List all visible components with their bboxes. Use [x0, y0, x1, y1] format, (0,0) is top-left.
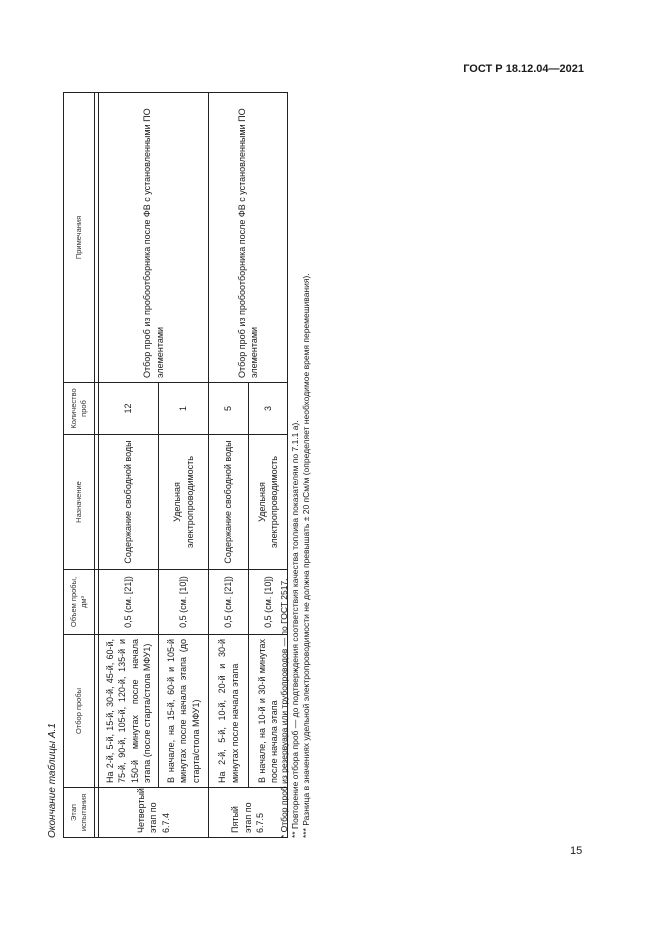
note-cell: Отбор проб из пробоотборника после ФВ с установленными ПО элементами [209, 93, 288, 383]
footnote: *** Разница в значениях удельной электропроводимости не должна превышать ± 20 пСм/м (определяет необходимое время перемешивания). [301, 273, 311, 838]
count-cell: 1 [159, 383, 209, 435]
note-cell: Отбор проб из пробоотборника после ФВ с установленными ПО элементами [99, 93, 209, 383]
table-row [209, 93, 249, 838]
col-header-purpose: Назначение [64, 435, 95, 570]
count-cell: 5 [209, 383, 249, 435]
col-header-sampling: Отбор пробы [64, 635, 95, 788]
volume-cell: 0,5 (см. [10]) [249, 570, 288, 635]
sampling-cell: На 2-й, 5-й, 15-й, 30-й, 45-й, 60-й, 75-й, 90-й, 105-й, 120-й, 135-й и 150-й минутах после начала этапа (после старта/стола МФУ1) [99, 635, 159, 788]
col-header-stage: Этап испытания [64, 788, 95, 838]
purpose-cell: Содержание свободной воды [99, 435, 159, 570]
purpose-cell: Удельная электропроводимость [159, 435, 209, 570]
page-number: 15 [570, 845, 583, 857]
footnote: * Отбор проб из резервуара или трубопроводов — по ГОСТ 2517. [279, 578, 289, 838]
sampling-cell: На 2-й, 5-й, 10-й, 20-й и 30-й минутах после начала этапа [209, 635, 249, 788]
count-cell: 3 [249, 383, 288, 435]
purpose-cell: Удельная электропроводимость [249, 435, 288, 570]
sampling-cell: В начале, на 15-й, 60-й и 105-й минутах после начала этапа (до старта/стола МФУ1) [159, 635, 209, 788]
samples-table [63, 92, 288, 838]
count-cell: 12 [99, 383, 159, 435]
footnotes [279, 93, 312, 838]
sampling-cell: В начале, на 10-й и 30-й минутах после начала этапа [249, 635, 288, 788]
rotated-table-block [47, 93, 312, 838]
col-header-volume: Объем пробы, дм³ [64, 570, 95, 635]
table-caption: Окончание таблицы А.1 [47, 723, 58, 838]
table-row [99, 93, 159, 838]
volume-cell: 0,5 (см. [10]) [159, 570, 209, 635]
stage-cell: Пятый этап по 6.7.5 [209, 788, 288, 838]
col-header-count: Количество проб [64, 383, 95, 435]
purpose-cell: Содержание свободной воды [209, 435, 249, 570]
volume-cell: 0,5 (см. [21]) [99, 570, 159, 635]
table-header-row [64, 93, 95, 838]
col-header-notes: Примечания [64, 93, 95, 383]
document-code: ГОСТ Р 18.12.04—2021 [463, 63, 584, 75]
footnote: ** Повторение отбора проб — до подтверждения соответствия качества топлива показателям по 7.1.1 а). [290, 420, 300, 838]
stage-cell: Четвертый этап по 6.7.4 [99, 788, 209, 838]
volume-cell: 0,5 (см. [21]) [209, 570, 249, 635]
